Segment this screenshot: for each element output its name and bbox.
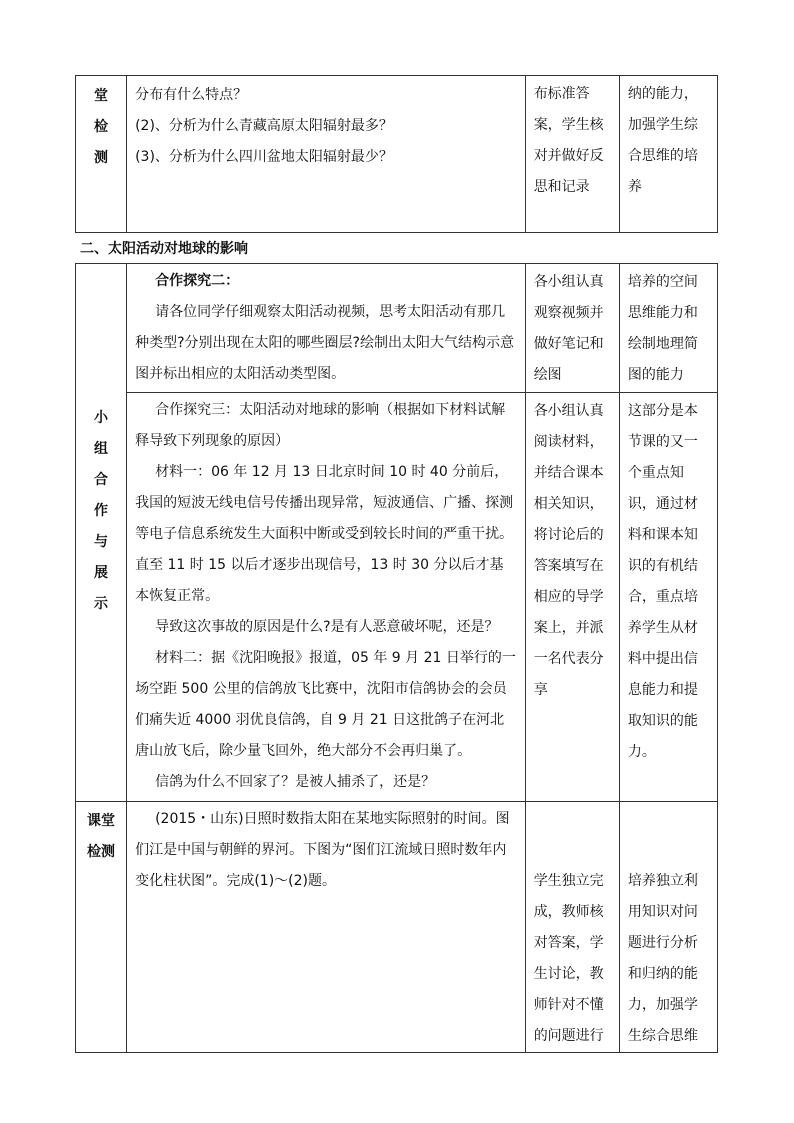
stage-label-cell (76, 76, 127, 233)
design-purpose-text: 培养的空间思维能力和绘制地理简图的能力 (627, 274, 698, 383)
stage-label-cell (76, 802, 127, 1053)
question-line: (2)、分析为什么青藏高原太阳辐射最多？ (135, 118, 393, 134)
student-activity-text: 各小组认真观察视频并做好笔记和绘图 (533, 274, 604, 383)
stage-label-char: 示 (94, 595, 109, 612)
exercise-paragraph: (2015・山东)日照时数指太阳在某地实际照射的时间。图们江是中国与朝鲜的界河。下图为“图们江流域日照时数年内变化柱状图”。完成(1)～(2)题。 (135, 811, 510, 889)
stage-label-char: 小 (94, 409, 109, 426)
section-heading: 二、太阳活动对地球的影响 (80, 241, 248, 257)
question-line: 分布有什么特点？ (135, 87, 248, 103)
inquiry-title: 合作探究二： (155, 273, 240, 289)
stage-label-char: 检 (94, 119, 109, 135)
activity-content-cell (127, 76, 526, 233)
stage-label-char: 与 (94, 533, 109, 550)
activity-content-cell (127, 802, 526, 1053)
student-activity-text: 学生独立完成，教师核对答案，学生讨论，教师针对不懂的问题进行 (533, 873, 604, 1044)
stage-label-char: 合 (94, 471, 109, 488)
table-class-check-continued (75, 75, 718, 233)
student-activity-cell (525, 76, 619, 233)
design-purpose-cell (619, 264, 717, 393)
question-paragraph: 导致这次事故的原因是什么?是有人恶意破坏呢，还是？ (155, 619, 499, 635)
design-purpose-text: 这部分是本节课的又一个重点知识，通过材料和课本知识的有机结合，重点培养学生从材料中提出信息能力和提取知识的能力。 (627, 403, 698, 760)
material-paragraph: 材料一：06 年 12 月 13 日北京时间 10 时 40 分前后，我国的短波无线电信号传播出现异常，短波通信、广播、探测等电子信息系统发生大面积中断或受到较长时间的严重干扰。直至 11 时 15 以后才逐步出现信号，13 时 30 分以后才基本恢复正常。 (135, 464, 514, 604)
stage-label-char: 堂 (94, 88, 109, 104)
table-group-work (75, 263, 718, 1053)
design-purpose-text: 培养独立利用知识对问题进行分析和归纳的能力，加强学生综合思维 (627, 873, 698, 1044)
design-purpose-cell (619, 76, 717, 233)
question-paragraph: 信鸽为什么不回家了？是被人捕杀了，还是？ (155, 774, 436, 790)
design-purpose-cell (619, 802, 717, 1053)
activity-content-cell (127, 393, 526, 802)
question-line: (3)、分析为什么四川盆地太阳辐射最少？ (135, 149, 393, 165)
student-activity-cell (525, 802, 619, 1053)
student-activity-text: 布标准答案，学生核对并做好反思和记录 (533, 86, 604, 195)
student-activity-cell (525, 393, 619, 802)
stage-label-cell (76, 264, 127, 802)
stage-label-char: 展 (94, 564, 109, 581)
inquiry-paragraph: 合作探究三：太阳活动对地球的影响（根据如下材料试解释导致下列现象的原因） (135, 402, 506, 449)
inquiry-body: 请各位同学仔细观察太阳活动视频，思考太阳活动有那几种类型?分别出现在太阳的哪些圈层?绘制出太阳大气结构示意图并标出相应的太阳活动类型图。 (135, 304, 514, 382)
material-paragraph: 材料二：据《沈阳晚报》报道，05 年 9 月 21 日举行的一场空距 500 公里的信鸽放飞比赛中，沈阳市信鸽协会的会员们痛失近 4000 羽优良信鸽，自 9 月 21 日这批鸽子在河北唐山放飞后，除少量飞回外，绝大部分不会再归巢了。 (135, 650, 516, 759)
student-activity-cell (525, 264, 619, 393)
student-activity-text: 各小组认真阅读材料，并结合课本相关知识，将讨论后的答案填写在相应的导学案上，并派一名代表分享 (533, 403, 604, 698)
stage-label-char: 组 (94, 440, 109, 457)
stage-label-char: 测 (94, 150, 109, 166)
design-purpose-text: 纳的能力，加强学生综合思维的培养 (627, 86, 698, 195)
stage-label-text: 课堂检测 (87, 813, 116, 860)
activity-content-cell (127, 264, 526, 393)
design-purpose-cell (619, 393, 717, 802)
stage-label-char: 作 (94, 502, 109, 519)
